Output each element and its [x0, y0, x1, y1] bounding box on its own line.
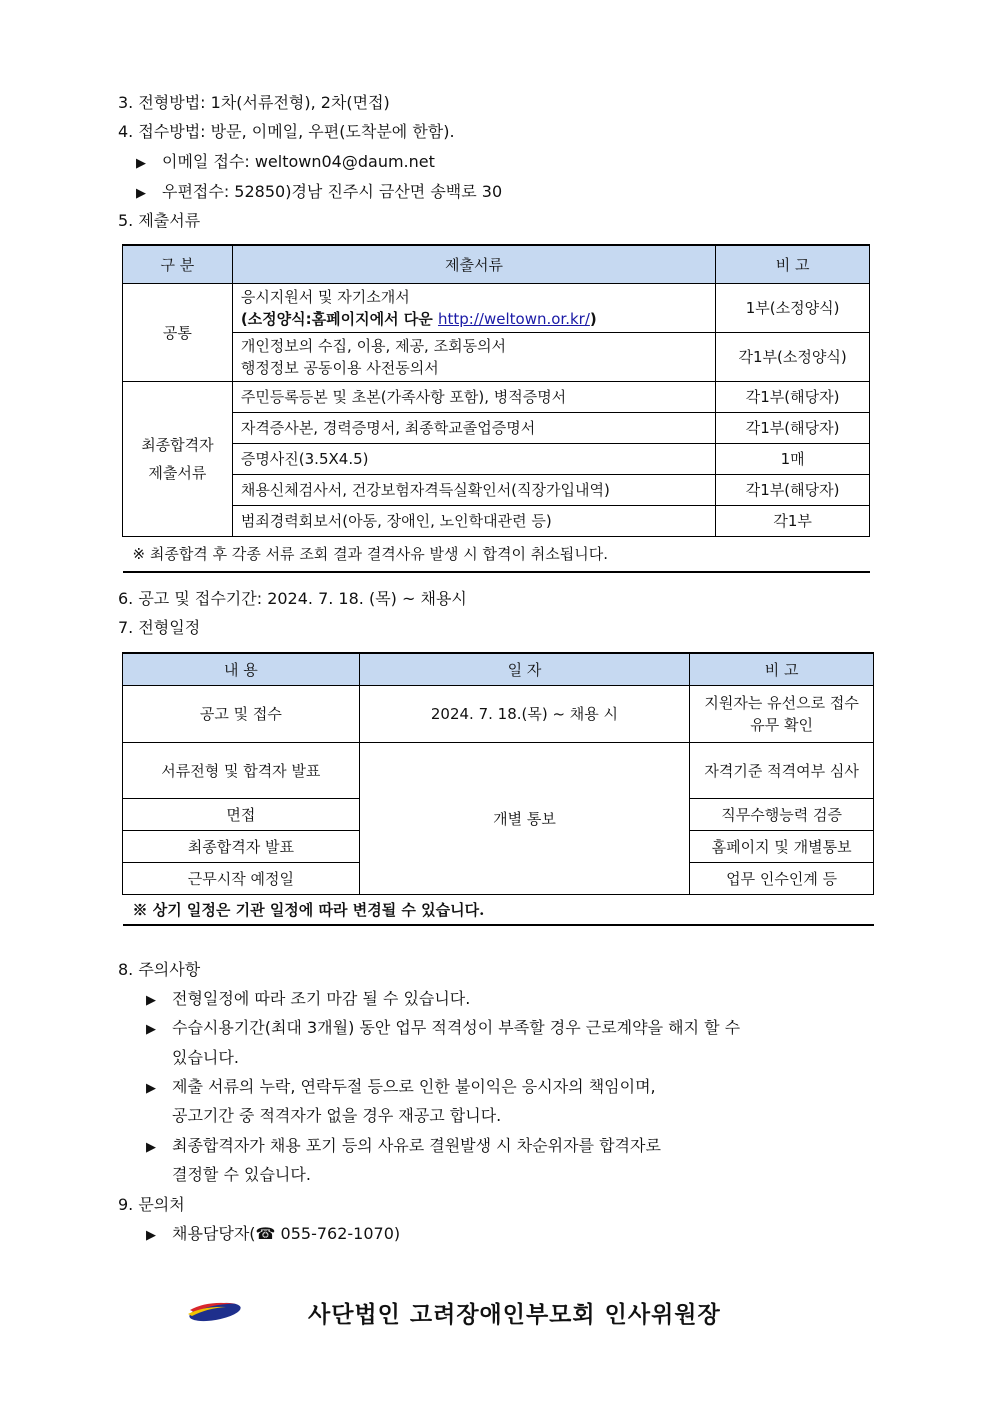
homepage-link[interactable]: http://weltown.or.kr/: [438, 309, 590, 328]
common-label: 공통: [123, 283, 233, 381]
section-4-receipt: 4. 접수방법: 방문, 이메일, 우편(도착분에 한함).: [118, 122, 455, 141]
schedule-content: 최종합격자 발표: [123, 830, 360, 862]
doc-consent-line2: 행정정보 공동이용 사전동의서: [240, 358, 439, 377]
final-doc-note: 각1부(해당자): [716, 412, 870, 443]
doc-application: [232, 283, 715, 332]
notice-item: [146, 1076, 656, 1100]
final-doc-row: 증명사진(3.5X4.5): [232, 443, 715, 474]
notice-text: 수습시용기간(최대 3개월) 동안 업무 적격성이 부족할 경우 근로계약을 해지 할 수: [172, 1018, 741, 1037]
doc-application-suffix: ): [589, 309, 597, 328]
section-7-schedule: 7. 전형일정: [118, 618, 201, 637]
notice-item: [146, 1017, 740, 1041]
col-header-remarks: 비 고: [716, 245, 870, 283]
bullet-icon: ▶: [146, 993, 156, 1008]
notice-continuation: 공고기간 중 적격자가 없을 경우 재공고 합니다.: [172, 1106, 502, 1125]
schedule-note: [690, 685, 874, 742]
doc-application-prefix: (소정양식:홈페이지에서 다운: [240, 309, 439, 328]
email-receipt-text: 이메일 접수: weltown04@daum.net: [162, 152, 435, 171]
schedule-note: 직무수행능력 검증: [690, 798, 874, 830]
notice-continuation: 결정할 수 있습니다.: [172, 1165, 311, 1184]
contact-text: 채용담당자(☎ 055-762-1070): [172, 1224, 401, 1243]
schedule-table: [122, 652, 874, 926]
schedule-note-line2: 유무 확인: [750, 715, 813, 734]
final-doc-note: 각1부: [716, 505, 870, 536]
bullet-icon: ▶: [136, 156, 146, 171]
post-receipt-text: 우편접수: 52850)경남 진주시 금산면 송백로 30: [162, 182, 503, 201]
post-receipt-line: [136, 181, 502, 205]
organization-logo: [186, 1298, 244, 1328]
schedule-content: 면접: [123, 798, 360, 830]
schedule-note-line1: 지원자는 유선으로 접수: [704, 693, 859, 712]
final-label-line2: 제출서류: [148, 463, 207, 482]
email-receipt-line: [136, 151, 435, 175]
notice-text: 제출 서류의 누락, 연락두절 등으로 인한 불이익은 응시자의 책임이며,: [172, 1077, 656, 1096]
final-doc-row: 주민등록등본 및 초본(가족사항 포함), 병적증명서: [232, 381, 715, 412]
schedule-note: 업무 인수인계 등: [690, 862, 874, 894]
documents-table: [122, 244, 870, 573]
col-header-category: 구 분: [123, 245, 233, 283]
notice-text: 전형일정에 따라 조기 마감 될 수 있습니다.: [172, 989, 471, 1008]
doc-consent: [232, 332, 715, 381]
doc-consent-line1: 개인정보의 수집, 이용, 제공, 조회동의서: [240, 336, 507, 355]
bullet-icon: ▶: [146, 1140, 156, 1155]
notice-item: [146, 988, 470, 1012]
doc-application-line1: 응시지원서 및 자기소개서: [240, 287, 410, 306]
notice-text: 최종합격자가 채용 포기 등의 사유로 결원발생 시 차순위자를 합격자로: [172, 1136, 661, 1155]
schedule-footnote: ※ 상기 일정은 기관 일정에 따라 변경될 수 있습니다.: [123, 894, 874, 925]
notice-item: [146, 1135, 661, 1159]
bullet-icon: ▶: [146, 1081, 156, 1096]
col-header-content: 내 용: [123, 653, 360, 685]
final-doc-row: 범죄경력회보서(아동, 장애인, 노인학대관련 등): [232, 505, 715, 536]
schedule-content: 서류전형 및 합격자 발표: [123, 742, 360, 798]
doc-application-note: 1부(소정양식): [716, 283, 870, 332]
col-header-documents: 제출서류: [232, 245, 715, 283]
documents-footnote: ※ 최종합격 후 각종 서류 조회 결과 결격사유 발생 시 합격이 취소됩니다.: [123, 536, 870, 572]
doc-application-line2: [241, 308, 711, 330]
section-9-contact: 9. 문의처: [118, 1195, 185, 1214]
schedule-date: 2024. 7. 18.(목) ~ 채용 시: [359, 685, 690, 742]
final-doc-row: 자격증사본, 경력증명서, 최종학교졸업증명서: [232, 412, 715, 443]
schedule-content: 근무시작 예정일: [123, 862, 360, 894]
final-doc-note: 각1부(해당자): [716, 474, 870, 505]
bullet-icon: ▶: [146, 1228, 156, 1243]
col-header-date: 일 자: [359, 653, 690, 685]
schedule-note: 자격기준 적격여부 심사: [690, 742, 874, 798]
bullet-icon: ▶: [146, 1022, 156, 1037]
footer-organization: 사단법인 고려장애인부모회 인사위원장: [308, 1301, 721, 1328]
final-doc-row: 채용신체검사서, 건강보험자격득실확인서(직장가입내역): [232, 474, 715, 505]
notice-continuation: 있습니다.: [172, 1048, 239, 1067]
contact-line: [146, 1223, 400, 1247]
section-3-method: 3. 전형방법: 1차(서류전형), 2차(면접): [118, 93, 390, 112]
schedule-note: 홈페이지 및 개별통보: [690, 830, 874, 862]
section-5-documents: 5. 제출서류: [118, 211, 201, 230]
final-label-line1: 최종합격자: [141, 435, 214, 454]
section-8-notices: 8. 주의사항: [118, 960, 201, 979]
final-doc-note: 1매: [716, 443, 870, 474]
schedule-content: 공고 및 접수: [123, 685, 360, 742]
final-doc-note: 각1부(해당자): [716, 381, 870, 412]
col-header-note: 비 고: [690, 653, 874, 685]
doc-consent-note: 각1부(소정양식): [716, 332, 870, 381]
final-label: [123, 381, 233, 536]
section-6-period: 6. 공고 및 접수기간: 2024. 7. 18. (목) ~ 채용시: [118, 589, 467, 608]
bullet-icon: ▶: [136, 186, 146, 201]
schedule-merged-date: 개별 통보: [359, 742, 690, 894]
